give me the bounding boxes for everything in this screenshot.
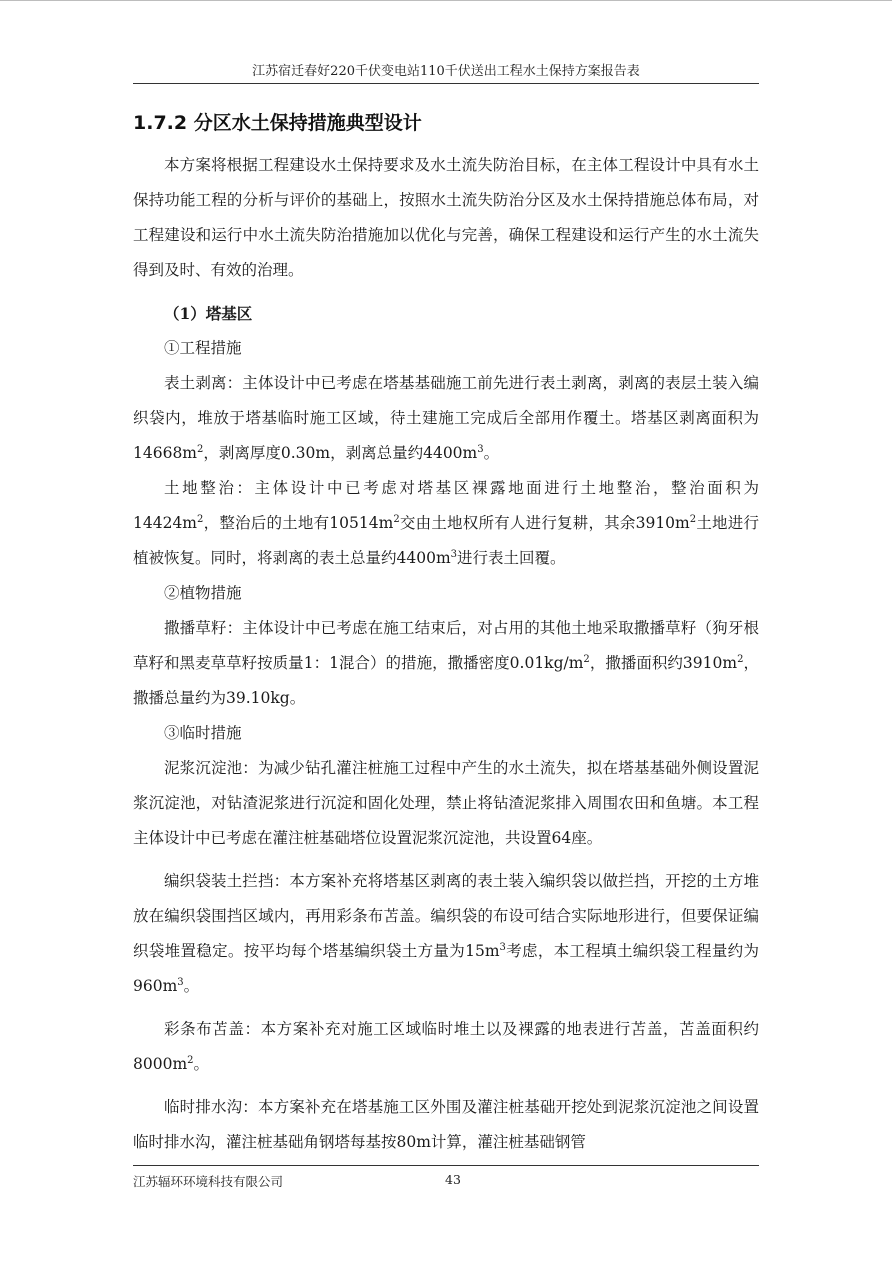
intro-paragraph: 本方案将根据工程建设水土保持要求及水土流失防治目标，在主体工程设计中具有水土保持功能工程的分析与评价的基础上，按照水土流失防治分区及水土保持措施总体布局，对工程建设和运行中水土流失防治措施加以优化与完善，确保工程建设和运行产生的水土流失得到及时、有效的治理。 bbox=[133, 156, 759, 279]
running-header bbox=[133, 60, 759, 84]
topsoil-stripping-paragraph: 表土剥离：主体设计中已考虑在塔基基础施工前先进行表土剥离，剥离的表层土装入编织袋内，堆放于塔基临时施工区域，待土建施工完成后全部用作覆土。塔基区剥离面积为$14668m^2$，剥离厚度0.30m，剥离总量约$4400m^3$。 bbox=[133, 374, 759, 462]
tarp-cover-paragraph: 彩条布苫盖：本方案补充对施工区域临时堆土以及裸露的地表进行苫盖，苫盖面积约$8000m^2$。 bbox=[133, 1020, 759, 1073]
page-footer bbox=[133, 1165, 759, 1189]
document-title: 江苏宿迁春好220千伏变电站110千伏送出工程水土保持方案报告表 bbox=[252, 64, 640, 79]
company-name: 江苏辐环环境科技有限公司 bbox=[133, 1174, 284, 1189]
zone-title: （1）塔基区 bbox=[164, 304, 253, 323]
vegetation-measures-title: ②植物措施 bbox=[164, 584, 242, 602]
page-content bbox=[133, 108, 759, 1160]
grass-sowing-paragraph: 撒播草籽：主体设计中已考虑在施工结束后，对占用的其他土地采取撒播草籽（狗牙根草籽和黑麦草草籽按质量1：1混合）的措施，撒播密度$0.01kg/m^2$，撒播面积约$3910m^2$，撒播总量约为39.10kg。 bbox=[133, 619, 759, 707]
page-number: 43 bbox=[445, 1172, 461, 1187]
mud-pool-paragraph: 泥浆沉淀池：为减少钻孔灌注桩施工过程中产生的水土流失，拟在塔基基础外侧设置泥浆沉淀池，对钻渣泥浆进行沉淀和固化处理，禁止将钻渣泥浆排入周围农田和鱼塘。本工程主体设计中已考虑在灌注桩基础塔位设置泥浆沉淀池，共设置64座。 bbox=[133, 759, 759, 847]
bag-retaining-paragraph: 编织袋装土拦挡：本方案补充将塔基区剥离的表土装入编织袋以做拦挡，开挖的土方堆放在编织袋围挡区域内，再用彩条布苫盖。编织袋的布设可结合实际地形进行，但要保证编织袋堆置稳定。按平均每个塔基编织袋土方量为$15m^3$考虑，本工程填土编织袋工程量约为$960m^3$。 bbox=[133, 872, 759, 995]
section-heading: 1.7.2 分区水土保持措施典型设计 bbox=[133, 112, 422, 134]
land-leveling-paragraph: 土地整治：主体设计中已考虑对塔基区裸露地面进行土地整治，整治面积为$14424m^2$，整治后的土地有$10514m^2$交由土地权所有人进行复耕，其余$3910m^2$土地进行植被恢复。同时，将剥离的表土总量约$4400m^3$进行表土回覆。 bbox=[133, 479, 759, 567]
page-top-rule bbox=[0, 0, 892, 1]
drainage-ditch-paragraph: 临时排水沟：本方案补充在塔基施工区外围及灌注桩基础开挖处到泥浆沉淀池之间设置临时排水沟，灌注桩基础角钢塔每基按80m计算，灌注桩基础钢管 bbox=[133, 1098, 759, 1151]
temporary-measures-title: ③临时措施 bbox=[164, 724, 242, 742]
engineering-measures-title: ①工程措施 bbox=[164, 339, 242, 357]
